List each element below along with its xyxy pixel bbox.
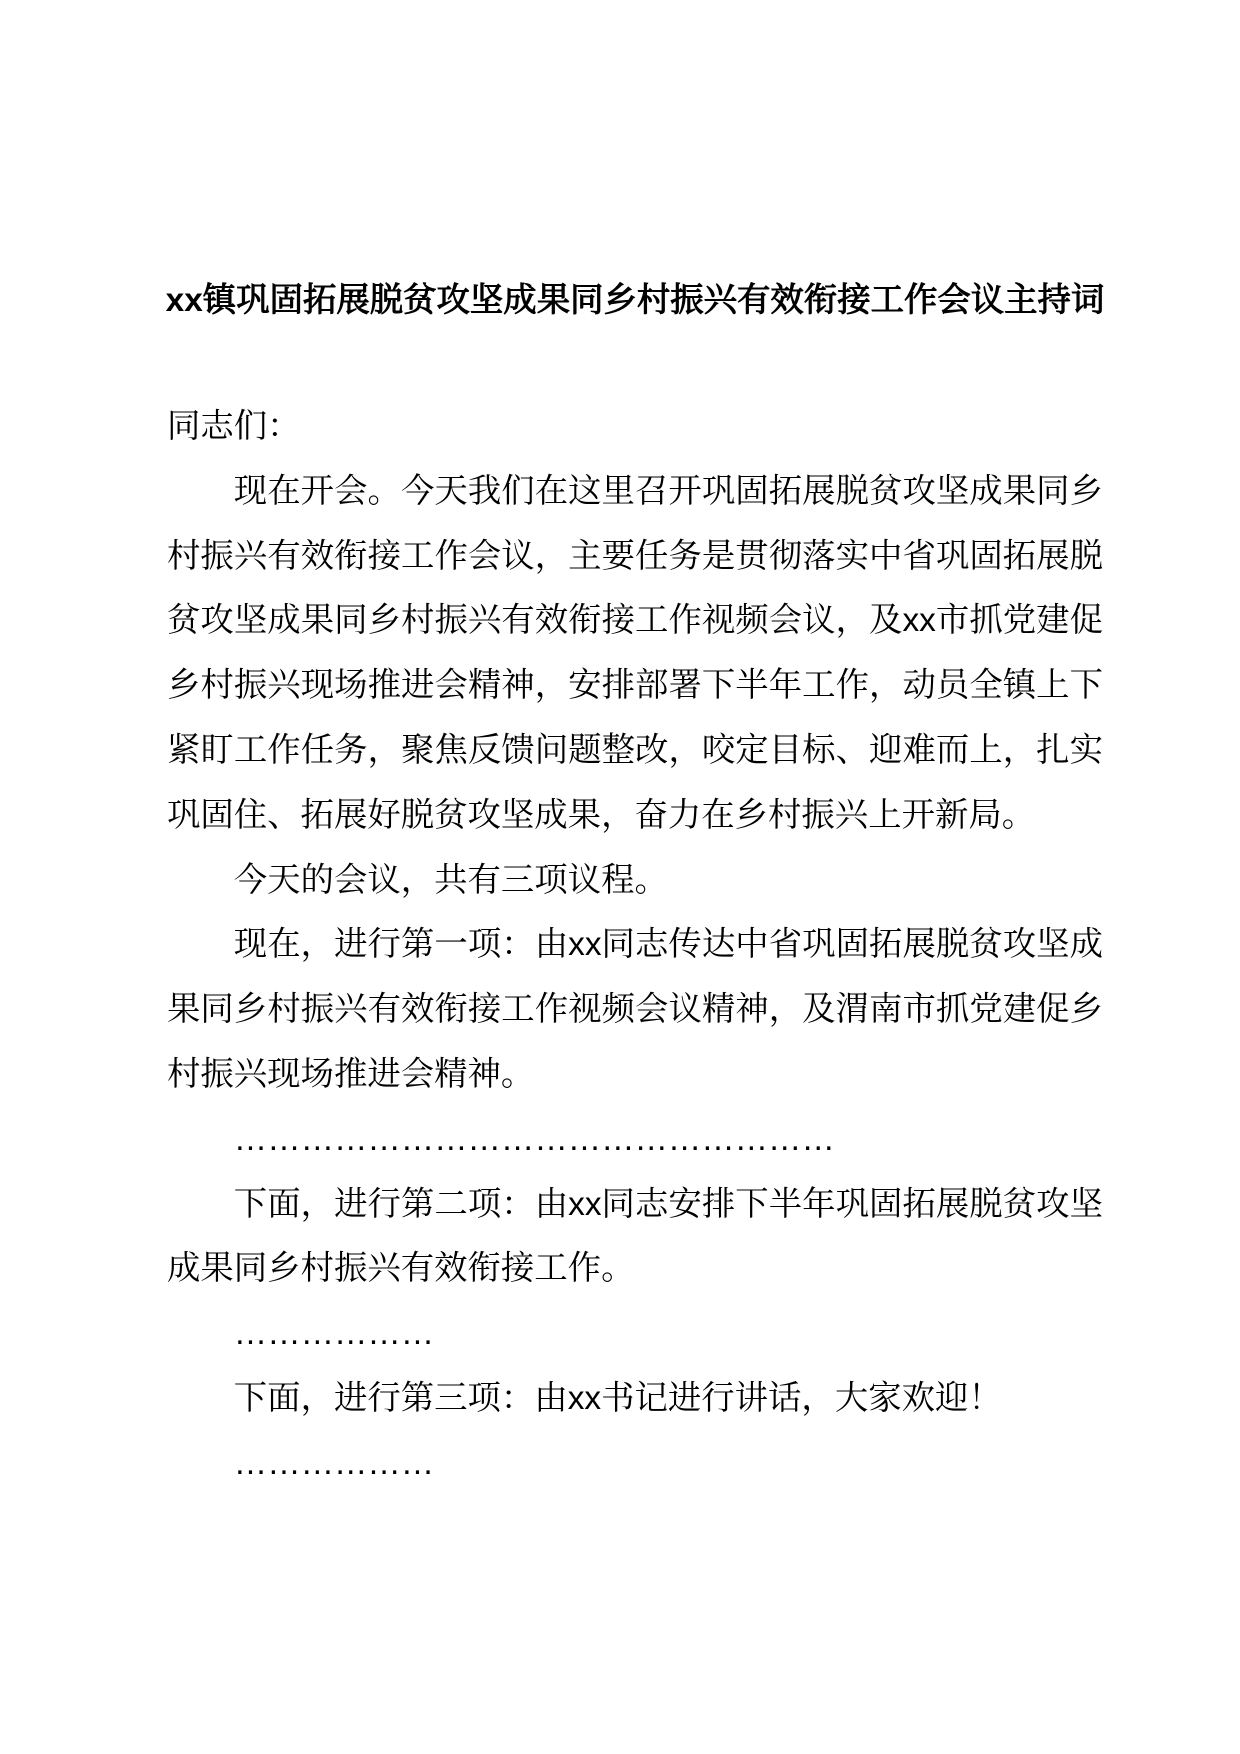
paragraph-line: 乡村振兴现场推进会精神，安排部署下半年工作，动员全镇上下 xyxy=(167,667,1103,705)
salutation xyxy=(167,395,1103,460)
paragraph-item-two xyxy=(167,1173,1103,1303)
document-body xyxy=(167,395,1103,1497)
paragraph-line: 成果同乡村振兴有效衔接工作。 xyxy=(167,1250,635,1288)
paragraph-line: 下面，进行第三项：由xx书记进行讲话，大家欢迎！ xyxy=(233,1379,1002,1417)
paragraph-opening xyxy=(167,460,1103,849)
ellipsis-paragraph xyxy=(167,1108,1103,1173)
ellipsis-paragraph xyxy=(167,1302,1103,1367)
ellipsis-line: ……………… xyxy=(233,1315,435,1353)
paragraph-line: 下面，进行第二项：由xx同志安排下半年巩固拓展脱贫攻坚 xyxy=(233,1185,1103,1223)
paragraph-line: 村振兴现场推进会精神。 xyxy=(167,1055,535,1093)
paragraph-line: 村振兴有效衔接工作会议，主要任务是贯彻落实中省巩固拓展脱 xyxy=(167,537,1103,575)
ellipsis-paragraph xyxy=(167,1432,1103,1497)
ellipsis-line: ……………… xyxy=(233,1444,435,1482)
page-title: xx镇巩固拓展脱贫攻坚成果同乡村振兴有效衔接工作会议主持词 xyxy=(165,282,1105,319)
ellipsis-line: ……………………………………………… xyxy=(233,1120,835,1158)
paragraph-line: 贫攻坚成果同乡村振兴有效衔接工作视频会议，及xx市抓党建促 xyxy=(167,602,1103,640)
paragraph-item-three xyxy=(167,1367,1103,1432)
paragraph-line: 现在开会。今天我们在这里召开巩固拓展脱贫攻坚成果同乡 xyxy=(233,472,1103,510)
salutation-text: 同志们： xyxy=(167,408,301,445)
paragraph-line: 果同乡村振兴有效衔接工作视频会议精神，及渭南市抓党建促乡 xyxy=(167,991,1103,1029)
paragraph-line: 巩固住、拓展好脱贫攻坚成果，奋力在乡村振兴上开新局。 xyxy=(167,796,1036,834)
paragraph-line: 现在，进行第一项：由xx同志传达中省巩固拓展脱贫攻坚成 xyxy=(233,926,1103,964)
paragraph-agenda-intro xyxy=(167,849,1103,914)
paragraph-item-one xyxy=(167,913,1103,1107)
paragraph-line: 今天的会议，共有三项议程。 xyxy=(233,861,668,899)
paragraph-line: 紧盯工作任务，聚焦反馈问题整改，咬定目标、迎难而上，扎实 xyxy=(167,731,1103,769)
